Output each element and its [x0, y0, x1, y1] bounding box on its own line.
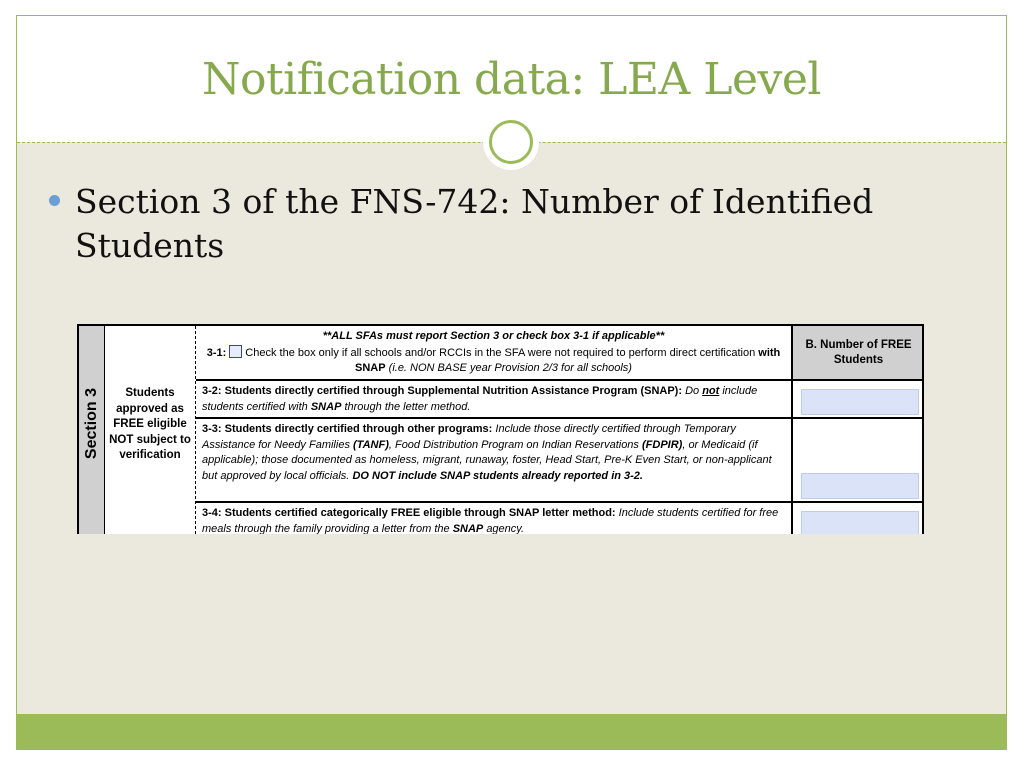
slide-title: Notification data: LEA Level: [202, 54, 821, 105]
header-notice: **ALL SFAs must report Section 3 or check box 3-1 if applicable**: [322, 330, 665, 342]
category-label: Students approved as FREE eligible NOT subject to verification: [109, 387, 191, 461]
row-3-4: 3-4: Students certified categorically FREE eligible through SNAP letter method: Include students certified for free meals through the family providing a letter from the SNAP agency.: [202, 507, 779, 534]
column-b-header-cell: [791, 326, 924, 381]
fns-742-section-3-form: [77, 324, 924, 534]
row-3-1: [196, 326, 791, 381]
section-label: Section 3: [83, 387, 100, 460]
column-b-cell-3-3: [791, 419, 924, 503]
slide: [16, 15, 1007, 750]
count-input-3-3[interactable]: [801, 473, 919, 499]
section-tab: [79, 326, 105, 534]
divider-ring-icon: [489, 120, 533, 164]
column-b-header: B. Number of FREE Students: [793, 326, 924, 368]
row-3-2: 3-2: Students directly certified through Supplemental Nutrition Assistance Program (SNAP): Do not include students certified with SNAP through the letter method.: [196, 381, 791, 419]
column-b-cell-3-4: [791, 503, 924, 534]
bullet-dot-icon: [49, 195, 60, 206]
count-input-3-4[interactable]: [801, 511, 919, 534]
row-3-1-checkbox[interactable]: [229, 345, 242, 358]
column-b-cell-3-2: [791, 381, 924, 419]
count-input-3-2[interactable]: [801, 389, 919, 415]
row-3-1-text: 3-1: Check the box only if all schools and/or RCCIs in the SFA were not required to perform direct certification with SNAP (i.e. NON BASE year Provision 2/3 for all schools): [206, 346, 781, 374]
row-3-3: 3-3: Students directly certified through other programs: Include those directly certified through Temporary Assistance for Needy Families (TANF), Food Distribution Program on Indian Reservations (FDPIR), or Medicaid (if applicable); those documented as homeless, migrant, runaway, foster, Head Start, Pre-K Even Start, or non-applicant but approved by local officials. DO NOT include SNAP students already reported in 3-2.: [196, 419, 791, 503]
bullet-text: Section 3 of the FNS-742: Number of Identified Students: [75, 182, 874, 265]
category-cell: [105, 326, 196, 534]
footer-band: [17, 714, 1006, 749]
